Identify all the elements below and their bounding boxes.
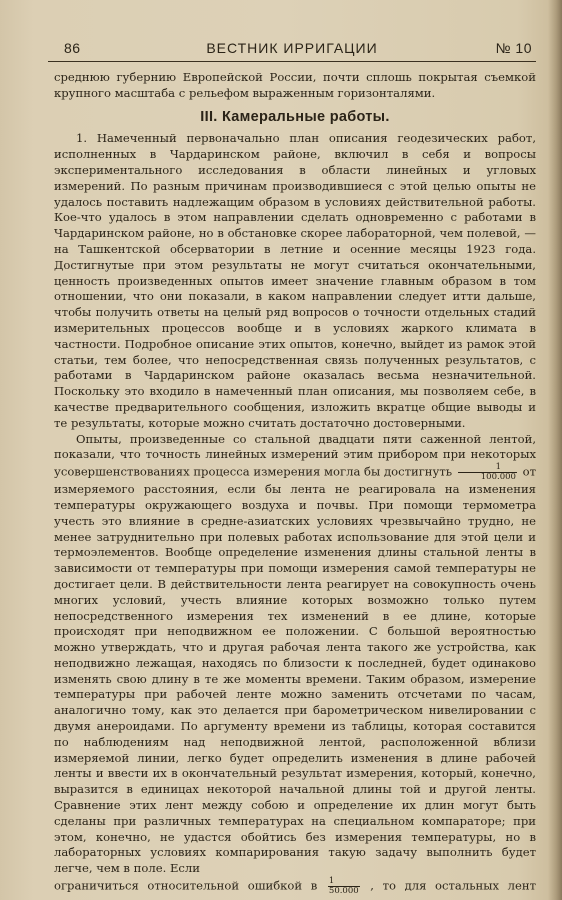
paragraph-2 <box>54 432 536 878</box>
fraction-one-fifty-thousandth <box>328 877 360 896</box>
fraction-denominator: 100.000 <box>480 472 516 483</box>
fraction-numerator: 1 <box>458 463 517 473</box>
paragraph-last-line <box>54 877 536 896</box>
header-rule <box>48 61 536 62</box>
issue-number: № 10 <box>495 40 532 56</box>
intro-paragraph: среднюю губернию Европейской России, почти сплошь покрытая съемкой крупного масштаба с рельефом выраженным горизонталями. <box>54 70 536 100</box>
paragraph-2-rest: от измеряемого расстояния, если бы лента не реагировала на изменения температуры окружающего воздуха и почвы. При помощи термометра учесть это влияние в средне-азиатских условиях чрезвычайно трудно, не менее затруднительно при полевых работах использование для этой цели и термоэлементов. Вообще определение изменения длины стальной ленты в зависимости от температуры при помощи измерения самой температуры не достигает цели. В действительности лента реагирует на совокупность очень многих условий, учесть влияние которых возможно только путем непосредственного измерения тех изменений в ее длине, которые происходят при неподвижном ее положении. С большой вероятностью можно утверждать, что и другая рабочая лента такого же устройства, как неподвижно лежащая, находясь по близости к последней, будет одинаково изменять свою длину в те же моменты времени. Таким образом, измерение температуры при рабочей ленте можно заменить отсчетами по часам, аналогично тому, как это делается при барометрическом нивелировании с двумя анероидами. По аргументу времени из таблицы, которая составится по наблюдениям над неподвижной лентой, расположенной вблизи измеряемой линии, легко будет определить изменения в длине рабочей ленты и ввести их в окончательный результат измерения, который, конечно, выразится в единицах некоторой начальной длины той и другой ленты. Сравнение этих лент между собою и определение их длин могут быть сделаны при различных температурах на специальном компараторе; при этом, конечно, не удастся обойтись без измерения температуры, но в лабораторных условиях компарирования такую задачу выполнить будет легче, чем в поле. Если <box>54 464 537 876</box>
journal-title: ВЕСТНИК ИРРИГАЦИИ <box>206 40 378 56</box>
last-line-end: , то для остальных лент <box>370 878 536 893</box>
article-body <box>54 70 536 896</box>
fraction-one-hundred-thousandth <box>458 463 517 482</box>
page-number: 86 <box>64 40 81 56</box>
fraction-numerator: 1 <box>328 877 360 887</box>
fraction-denominator: 50.000 <box>328 886 359 897</box>
paragraph-1: 1. Намеченный первоначально план описания геодезических работ, исполненных в Чардаринском районе, включил в себя и вопросы экспериментального исследования в области линейных и угловых измерений. По разным причинам производившиеся с этой целью опыты не удалось поставить надлежащим образом в условиях действительной работы. Кое-что удалось в этом направлении сделать одновременно с работами в Чардаринском районе, но в обстановке скорее лабораторной, чем полевой, — на Ташкентской обсерватории в летние и осенние месяцы 1923 года. Достигнутые при этом результаты не могут считаться окончательными, ценность произведенных опытов имеет значение главным образом в том отношении, что они показали, в каком направлении следует итти дальше, чтобы получить ответы на целый ряд вопросов о точности отдельных стадий измерительных процессов вообще и в условиях жаркого климата в частности. Подробное описание этих опытов, конечно, выйдет из рамок этой статьи, тем более, что непосредственная связь полученных результатов, с работами в Чардаринском районе оказалась весьма незначительной. Поскольку это входило в намеченный план описания, мы позволяем себе, в качестве предварительного сообщения, изложить вкратце общие выводы и те результаты, которые можно считать достаточно достоверными. <box>54 131 536 430</box>
running-header <box>48 38 536 60</box>
last-line-start: ограничиться относительной ошибкой в <box>54 878 318 893</box>
section-title: III. Камеральные работы. <box>200 108 390 125</box>
paragraph-2-start: Опыты, произведенные со стальной двадцати пяти саженной лентой, показали, что точность линейных измерений этим прибором при некоторых усовершенствованиях процесса измерения могла бы достигнуть <box>54 431 536 479</box>
book-spine-shadow <box>548 0 562 900</box>
